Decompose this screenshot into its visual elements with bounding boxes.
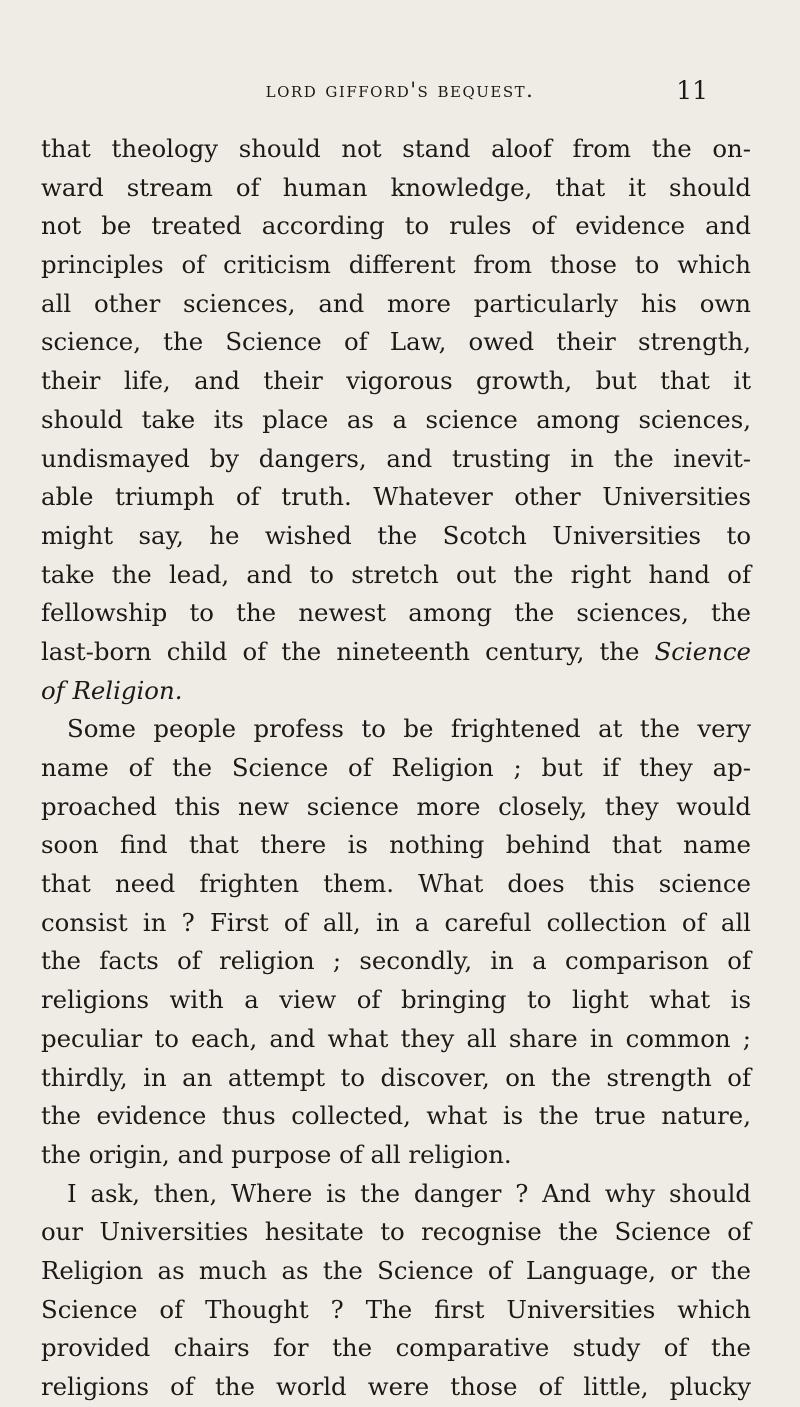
body-text bbox=[41, 130, 751, 1407]
text-line: name of the Science of Religion ; but if they ap- bbox=[41, 753, 751, 782]
text-line: consist in ? First of all, in a careful collection of all bbox=[41, 907, 751, 937]
text-line: peculiar to each, and what they all share in common ; bbox=[41, 1023, 751, 1053]
text-line-with-italic bbox=[41, 633, 751, 672]
text-line: should take its place as a science among sciences, bbox=[41, 404, 751, 434]
text-line: that need frighten them. What does this science bbox=[41, 869, 751, 899]
running-title: lord gifford's bequest. bbox=[265, 78, 535, 102]
text-line: religions with a view of bringing to light what is bbox=[41, 985, 751, 1015]
italic-word: Science bbox=[654, 636, 751, 666]
text-line: principles of criticism different from those to which bbox=[41, 250, 751, 280]
paragraph-first-line: Some people profess to be frightened at the very bbox=[67, 714, 751, 744]
text-line: the origin, and purpose of all religion. bbox=[41, 1139, 512, 1169]
text-line: the evidence thus collected, what is the true nature, bbox=[41, 1101, 751, 1131]
text-line: that theology should not stand aloof from the on- bbox=[41, 134, 751, 163]
running-head bbox=[0, 78, 800, 118]
text-line: Religion as much as the Science of Language, or the bbox=[41, 1255, 751, 1285]
text-line: thirdly, in an attempt to discover, on the strength of bbox=[41, 1062, 751, 1092]
italic-word: of bbox=[41, 675, 65, 705]
text-line: able triumph of truth. Whatever other Universities bbox=[41, 482, 751, 512]
text-line: provided chairs for the comparative study of the bbox=[41, 1333, 751, 1363]
text-line: our Universities hesitate to recognise the Science of bbox=[41, 1217, 751, 1247]
italic-phrase: Religion. bbox=[72, 675, 183, 705]
text-line: undismayed by dangers, and trusting in the inevit- bbox=[41, 443, 751, 473]
text-line: might say, he wished the Scotch Universities to bbox=[41, 520, 751, 550]
text-line: proached this new science more closely, they would bbox=[41, 791, 751, 821]
text-line: their life, and their vigorous growth, but that it bbox=[41, 366, 751, 396]
text-line: religions of the world were those of little, plucky bbox=[41, 1372, 751, 1401]
text-line: soon find that there is nothing behind that name bbox=[41, 830, 751, 860]
text-line: Science of Thought ? The first Universities which bbox=[41, 1294, 751, 1324]
text-line: not be treated according to rules of evidence and bbox=[41, 211, 751, 241]
text-line: science, the Science of Law, owed their strength, bbox=[41, 327, 751, 357]
text-line-with-italic bbox=[41, 672, 751, 711]
text-line-segment: last-born child of the nineteenth century, the bbox=[41, 636, 640, 666]
text-line: fellowship to the newest among the sciences, the bbox=[41, 598, 751, 628]
text-line: take the lead, and to stretch out the right hand of bbox=[41, 559, 751, 589]
text-line: all other sciences, and more particularly his own bbox=[41, 288, 751, 318]
text-line: the facts of religion ; secondly, in a comparison of bbox=[41, 946, 751, 976]
text-line: ward stream of human knowledge, that it should bbox=[41, 172, 751, 202]
paragraph-first-line: I ask, then, Where is the danger ? And why should bbox=[67, 1178, 751, 1208]
page-number: 11 bbox=[676, 76, 708, 105]
